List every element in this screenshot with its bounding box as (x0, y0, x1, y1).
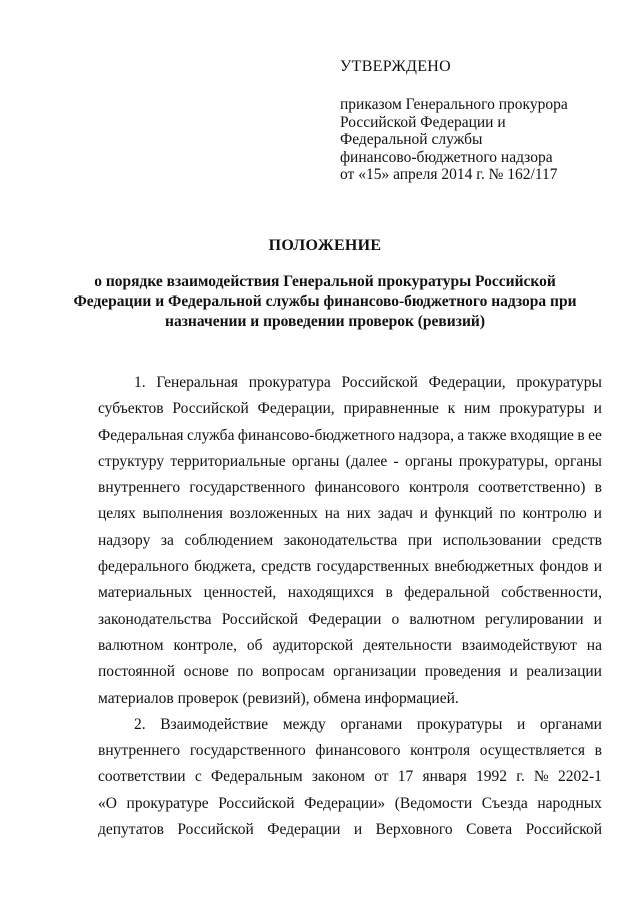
approval-title: УТВЕРЖДЕНО (340, 58, 452, 75)
paragraph-line: 2. Взаимодействие между органами прокуратуры и органами (134, 715, 602, 733)
paragraph-line: субъектов Российской Федерации, приравненные к ним прокуратуры и (98, 400, 602, 418)
approval-details (340, 96, 610, 184)
document-body (98, 370, 602, 843)
approval-line: приказом Генерального прокурора (340, 96, 568, 113)
approval-line: Федеральной службы (340, 131, 483, 148)
paragraph-line: депутатов Российской Федерации и Верховного Совета Российской (98, 821, 602, 839)
paragraph-line: Федеральная служба финансово-бюджетного надзора, а также входящие в ее (98, 426, 602, 444)
approval-line: финансово-бюджетного надзора (340, 148, 553, 166)
paragraph-line: внутреннего государственного финансового контроля соответственно) в (98, 479, 602, 497)
paragraph-line: соответствии с Федеральным законом от 17 января 1992 г. № 2202-1 (98, 768, 602, 786)
paragraph-line: 1. Генеральная прокуратура Российской Федерации, прокуратуры (134, 374, 602, 391)
document-subtitle (60, 272, 590, 332)
subtitle-line: Федерации и Федеральной службы финансово-бюджетного надзора при (73, 293, 577, 310)
document-heading (60, 236, 590, 332)
approval-line: от «15» апреля 2014 г. № 162/117 (340, 166, 558, 183)
paragraph-line: валютном контроле, об аудиторской деятельности взаимодействуют на (98, 636, 602, 654)
approval-line: Российской Федерации и (340, 113, 506, 131)
subtitle-line: назначении и проведении проверок (ревизий) (165, 313, 485, 330)
paragraph-line: внутреннего государственного финансового контроля осуществляется в (98, 742, 602, 760)
paragraph-line: законодательства Российской Федерации о валютном регулировании и (98, 610, 602, 628)
paragraph-line: целях выполнения возложенных на них задач и функций по контролю и (98, 505, 602, 523)
paragraph-line: надзору за соблюдением законодательства при использовании средств (98, 531, 602, 549)
paragraph-line: структуру территориальные органы (далее - органы прокуратуры, органы (98, 452, 602, 470)
paragraph-line: федерального бюджета, средств государственных внебюджетных фондов и (98, 558, 602, 576)
subtitle-line: о порядке взаимодействия Генеральной прокуратуры Российской (94, 273, 556, 290)
paragraph-line: материалов проверок (ревизий), обмена информацией. (98, 689, 459, 707)
paragraph-line: «О прокуратуре Российской Федерации» (Ведомости Съезда народных (98, 794, 602, 812)
document-title: ПОЛОЖЕНИЕ (268, 237, 382, 254)
approval-block (340, 57, 610, 184)
paragraph-line: материальных ценностей, находящихся в федеральной собственности, (98, 584, 602, 602)
paragraph-line: постоянной основе по вопросам организации проведения и реализации (98, 663, 602, 681)
